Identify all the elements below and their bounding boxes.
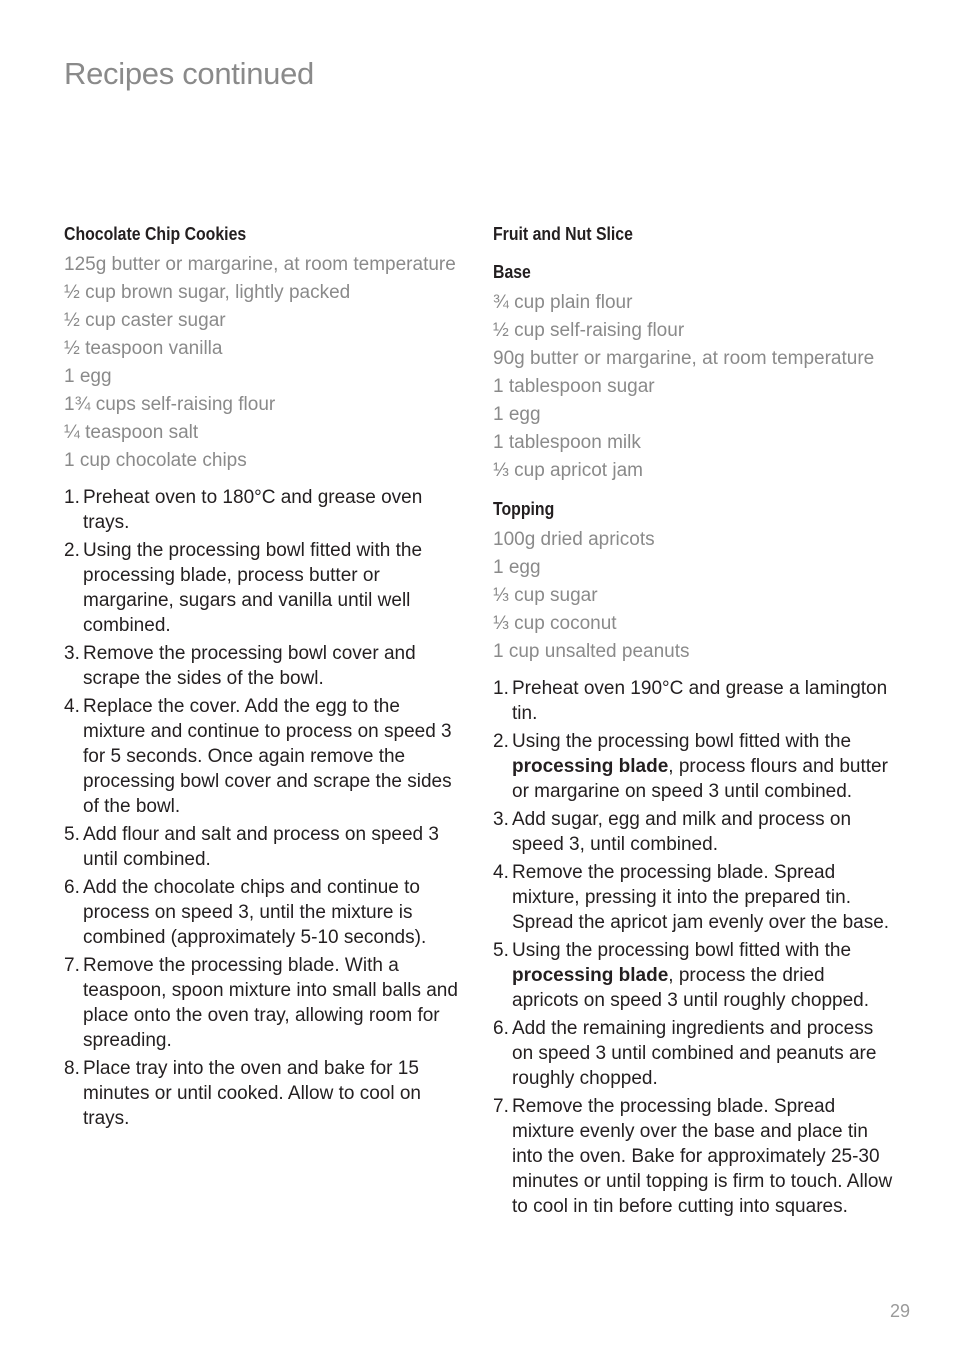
step-text: Add the remaining ingredients and process on speed 3 until combined and peanuts are roughly chopped. <box>512 1018 877 1089</box>
method-step <box>493 938 893 1013</box>
method-list <box>64 485 464 1131</box>
method-step <box>493 729 893 804</box>
ingredient-item: 100g dried apricots <box>493 529 655 550</box>
ingredient-item: 1¾ cups self-raising flour <box>64 394 276 415</box>
step-number: 6. <box>64 877 80 898</box>
base-ingredient-list <box>493 290 893 483</box>
step-text: , process the dried apricots on speed 3 until roughly chopped. <box>512 965 870 1011</box>
method-list <box>493 676 893 1219</box>
ingredient-list <box>64 252 464 473</box>
page-number: 29 <box>889 1301 910 1321</box>
step-text-bold: processing blade <box>512 965 669 986</box>
method-step <box>64 875 464 950</box>
step-number: 1. <box>64 487 80 508</box>
topping-ingredient-list <box>493 527 893 664</box>
ingredient-item: 125g butter or margarine, at room temperature <box>64 254 456 275</box>
step-text: Place tray into the oven and bake for 15 minutes or until cooked. Allow to cool on trays. <box>83 1058 421 1129</box>
method-step <box>493 807 893 857</box>
step-text: Remove the processing bowl cover and scrape the sides of the bowl. <box>83 643 416 689</box>
step-number: 4. <box>64 696 80 717</box>
ingredient-item: ½ teaspoon vanilla <box>64 338 223 359</box>
step-text: Replace the cover. Add the egg to the mixture and continue to process on speed 3 for 5 seconds. Once again remove the processing bowl cover and scrape the sides of the bowl. <box>83 696 452 817</box>
method-step <box>493 1016 893 1091</box>
topping-heading: Topping <box>493 499 555 519</box>
step-text: Preheat oven 190°C and grease a lamington tin. <box>512 678 888 724</box>
step-number: 2. <box>64 540 80 561</box>
ingredient-item: ½ cup brown sugar, lightly packed <box>64 282 351 303</box>
method-step <box>64 1056 464 1131</box>
step-text: Add the chocolate chips and continue to process on speed 3, until the mixture is combined (approximately 5-10 seconds). <box>83 877 427 948</box>
step-text: Remove the processing blade. Spread mixture evenly over the base and place tin into the oven. Bake for approximately 25-30 minutes or until topping is firm to touch. Allow to cool in tin before cutting into squares. <box>512 1096 893 1217</box>
step-number: 8. <box>64 1058 80 1079</box>
step-text-bold: processing blade <box>512 756 669 777</box>
step-text: Using the processing bowl fitted with the <box>512 731 852 752</box>
step-number: 7. <box>64 955 80 976</box>
step-number: 1. <box>493 678 509 699</box>
method-step <box>64 538 464 638</box>
step-text: Add flour and salt and process on speed 3 until combined. <box>83 824 439 870</box>
ingredient-item: ⅓ cup coconut <box>493 613 617 634</box>
ingredient-item: 90g butter or margarine, at room temperature <box>493 348 875 369</box>
step-number: 6. <box>493 1018 509 1039</box>
step-text: Remove the processing blade. Spread mixture, pressing it into the prepared tin. Spread the apricot jam evenly over the base. <box>512 862 890 933</box>
ingredient-item: ½ cup caster sugar <box>64 310 226 331</box>
ingredient-item: 1 egg <box>493 557 541 578</box>
recipe-title: Fruit and Nut Slice <box>493 224 633 244</box>
method-step <box>64 822 464 872</box>
method-step <box>64 694 464 819</box>
ingredient-item: 1 cup unsalted peanuts <box>493 641 690 662</box>
recipe-fruit-and-nut-slice <box>493 222 893 1222</box>
method-step <box>64 485 464 535</box>
method-step <box>64 641 464 691</box>
step-number: 5. <box>493 940 509 961</box>
method-step <box>64 953 464 1053</box>
step-text: Remove the processing blade. With a teaspoon, spoon mixture into small balls and place onto the oven tray, allowing room for spreading. <box>83 955 458 1051</box>
method-step <box>493 860 893 935</box>
step-text: , process flours and butter or margarine on speed 3 until combined. <box>512 756 888 802</box>
ingredient-item: 1 cup chocolate chips <box>64 450 247 471</box>
step-number: 3. <box>64 643 80 664</box>
ingredient-item: ⅓ cup apricot jam <box>493 460 643 481</box>
ingredient-item: ¼ teaspoon salt <box>64 422 199 443</box>
method-step <box>493 676 893 726</box>
ingredient-item: 1 egg <box>493 404 541 425</box>
step-number: 4. <box>493 862 509 883</box>
method-step <box>493 1094 893 1219</box>
ingredient-item: 1 egg <box>64 366 112 387</box>
step-number: 5. <box>64 824 80 845</box>
step-text: Add sugar, egg and milk and process on speed 3, until combined. <box>512 809 852 855</box>
ingredient-item: ⅓ cup sugar <box>493 585 598 606</box>
step-number: 3. <box>493 809 509 830</box>
ingredient-item: 1 tablespoon milk <box>493 432 641 453</box>
ingredient-item: 1 tablespoon sugar <box>493 376 655 397</box>
step-number: 7. <box>493 1096 509 1117</box>
recipe-chocolate-chip-cookies <box>64 222 464 1134</box>
recipe-title: Chocolate Chip Cookies <box>64 224 247 244</box>
step-text: Preheat oven to 180°C and grease oven trays. <box>83 487 423 533</box>
ingredient-item: ½ cup self-raising flour <box>493 320 685 341</box>
step-text: Using the processing bowl fitted with the <box>512 940 852 961</box>
page-title: Recipes continued <box>64 56 314 91</box>
step-text: Using the processing bowl fitted with the processing blade, process butter or margarine, sugars and vanilla until well combined. <box>83 540 423 636</box>
ingredient-item: ¾ cup plain flour <box>493 292 633 313</box>
step-number: 2. <box>493 731 509 752</box>
base-heading: Base <box>493 262 531 282</box>
